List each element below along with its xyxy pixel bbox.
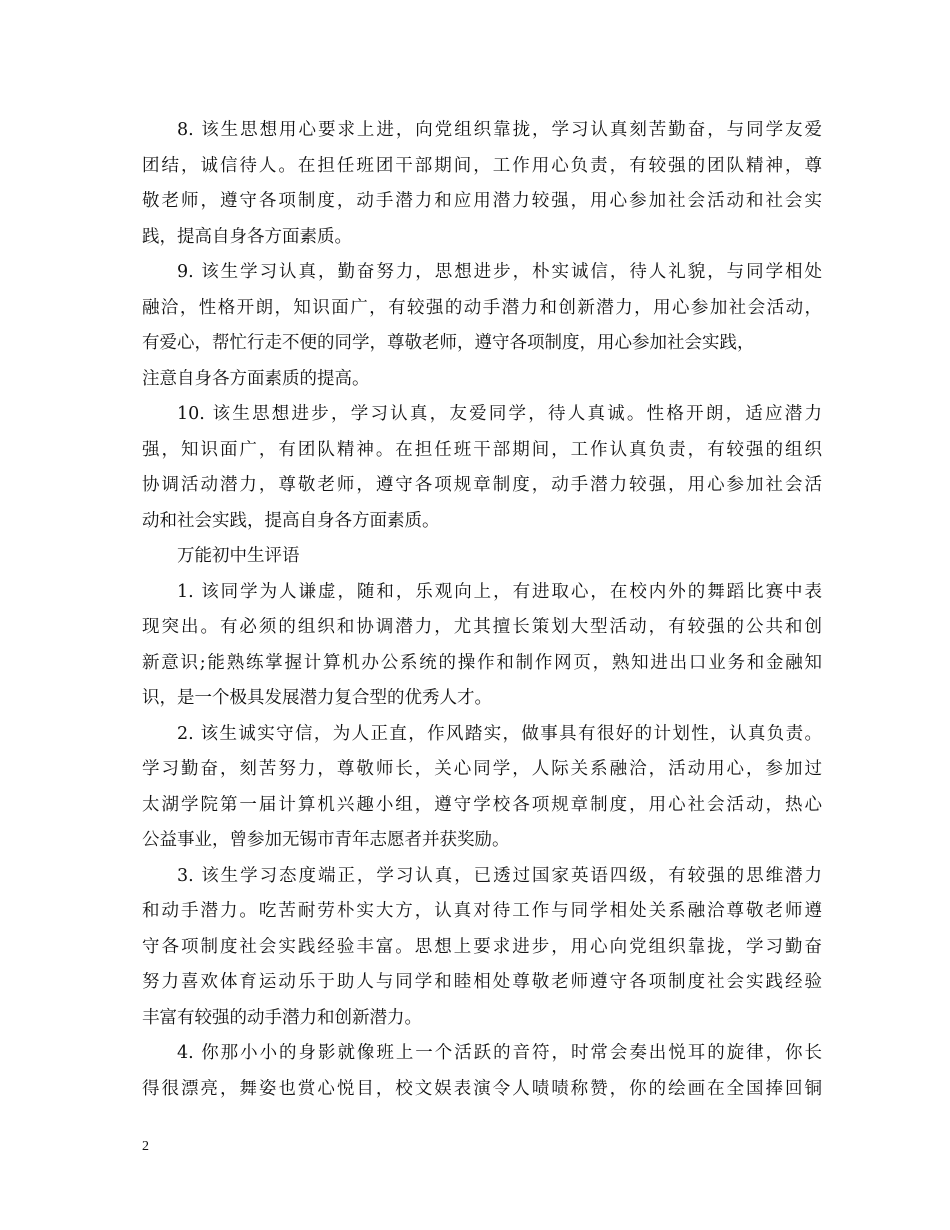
paragraph-3-line: 努力喜欢体育运动乐于助人与同学和睦相处尊敬老师遵守各项制度社会实践经验: [142, 972, 822, 992]
paragraph-1-line: 新意识;能熟练掌握计算机办公系统的操作和制作网页，熟知进出口业务和金融知: [142, 652, 822, 673]
paragraph-1-line: 1. 该同学为人谦虚，随和，乐观向上，有进取心，在校内外的舞蹈比赛中表: [177, 581, 822, 602]
section-heading: 万能初中生评语: [177, 546, 300, 566]
paragraph-8-line: 践，提高自身各方面素质。: [142, 226, 352, 247]
paragraph-9-line: 注意自身各方面素质的提高。: [142, 368, 370, 389]
paragraph-8-line: 团结，诚信待人。在担任班团干部期间，工作用心负责，有较强的团队精神，尊: [142, 155, 822, 176]
paragraph-4-line: 得很漂亮，舞姿也赏心悦目，校文娱表演令人啧啧称赞，你的绘画在全国捧回铜: [142, 1078, 822, 1099]
paragraph-9-line: 融洽，性格开朗，知识面广，有较强的动手潜力和创新潜力，用心参加社会活动，: [142, 297, 822, 318]
paragraph-3-line: 和动手潜力。吃苦耐劳朴实大方，认真对待工作与同学相处关系融洽尊敬老师遵: [142, 901, 822, 921]
paragraph-10-line: 10. 该生思想进步，学习认真，友爱同学，待人真诚。性格开朗，适应潜力: [177, 404, 822, 424]
paragraph-1-line: 识，是一个极具发展潜力复合型的优秀人才。: [142, 688, 492, 708]
paragraph-2-line: 学习勤奋，刻苦努力，尊敬师长，关心同学，人际关系融洽，活动用心，参加过: [142, 759, 822, 779]
paragraph-3-line: 丰富有较强的动手潜力和创新潜力。: [142, 1007, 422, 1028]
paragraph-10-line: 协调活动潜力，尊敬老师，遵守各项规章制度，动手潜力较强，用心参加社会活: [142, 475, 822, 495]
paragraph-8-line: 敬老师，遵守各项制度，动手潜力和应用潜力较强，用心参加社会活动和社会实: [142, 191, 822, 211]
paragraph-2-line: 2. 该生诚实守信，为人正直，作风踏实，做事具有很好的计划性，认真负责。: [177, 723, 822, 744]
paragraph-10-line: 强，知识面广，有团队精神。在担任班干部期间，工作认真负责，有较强的组织: [142, 439, 822, 460]
paragraph-1-line: 现突出。有必须的组织和协调潜力，尤其擅长策划大型活动，有较强的公共和创: [142, 617, 822, 637]
paragraph-9-line: 9. 该生学习认真，勤奋努力，思想进步，朴实诚信，待人礼貌，与同学相处: [177, 262, 822, 282]
paragraph-8-line: 8. 该生思想用心要求上进，向党组织靠拢，学习认真刻苦勤奋，与同学友爱: [177, 120, 822, 140]
paragraph-3-line: 3. 该生学习态度端正，学习认真，已透过国家英语四级，有较强的思维潜力: [177, 865, 822, 886]
document-body: [142, 113, 822, 1107]
paragraph-9-line: 有爱心，帮忙行走不便的同学，尊敬老师，遵守各项制度，用心参加社会实践，: [142, 333, 755, 353]
paragraph-3-line: 守各项制度社会实践经验丰富。思想上要求进步，用心向党组织靠拢，学习勤奋: [142, 936, 822, 957]
paragraph-4-line: 4. 你那小小的身影就像班上一个活跃的音符，时常会奏出悦耳的旋律，你长: [177, 1043, 822, 1063]
page-number: 2: [142, 1139, 149, 1154]
paragraph-10-line: 动和社会实践，提高自身各方面素质。: [142, 510, 440, 531]
paragraph-2-line: 太湖学院第一届计算机兴趣小组，遵守学校各项规章制度，用心社会活动，热心: [142, 794, 822, 815]
paragraph-2-line: 公益事业，曾参加无锡市青年志愿者并获奖励。: [142, 830, 510, 850]
